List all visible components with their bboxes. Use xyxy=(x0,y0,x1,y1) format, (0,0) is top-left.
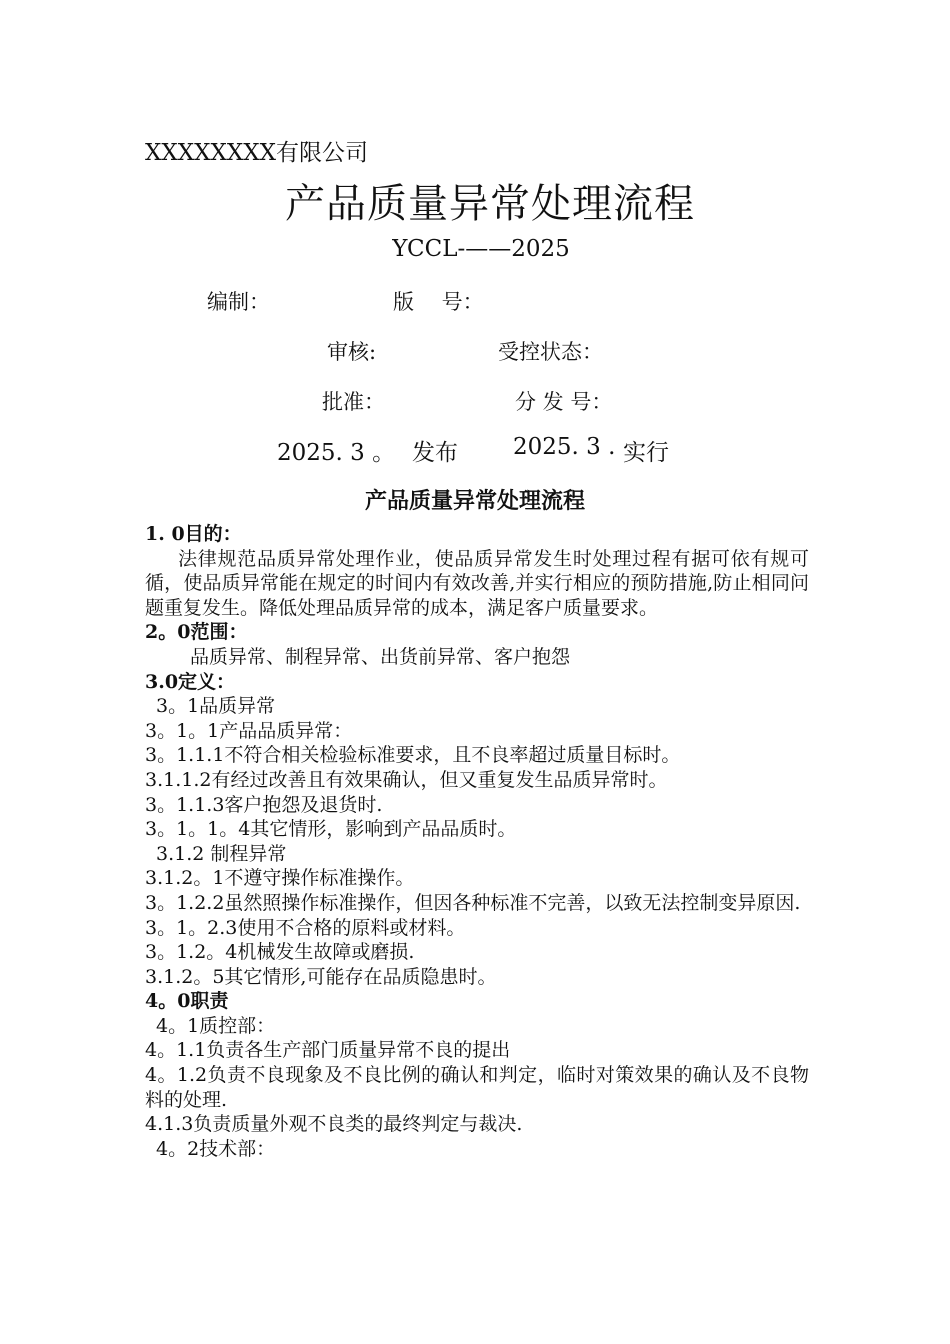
list-item: 4.1.3负责质量外观不良类的最终判定与裁决. xyxy=(145,1113,523,1136)
heading-responsibilities: 4。0职责 xyxy=(145,990,229,1013)
distribution-number-label: 分 发 号： xyxy=(515,390,613,414)
document-code: YCCL-——2025 xyxy=(392,236,570,262)
list-item: 3。1。2.3使用不合格的原料或材料。 xyxy=(145,916,466,939)
reviewed-by-label: 审核: xyxy=(327,340,377,364)
list-item: 3.1.2。5其它情形,可能存在品质隐患时。 xyxy=(145,965,497,988)
compiled-by-label: 编制： xyxy=(207,290,270,314)
list-item: 3。1。1。4其它情形，影响到产品品质时。 xyxy=(145,818,517,841)
effective-label: 实行 xyxy=(623,440,669,466)
list-item: 3。1.2。4机械发生故障或磨损. xyxy=(145,941,415,964)
subheading-quality-abnormal: 3。1品质异常 xyxy=(156,695,276,718)
paragraph-scope: 品质异常、制程异常、出货前异常、客户抱怨 xyxy=(190,645,571,668)
heading-definitions: 3.0定义： xyxy=(145,670,236,693)
list-item: 4。1.1负责各生产部门质量异常不良的提出 xyxy=(145,1039,511,1062)
paragraph-purpose: 法律规范品质异常处理作业，使品质异常发生时处理过程有据可依有规可循，使品质异常能在规定的时间内有效改善,并实行相应的预防措施,防止相同问题重复发生。降低处理品质异常的成本，满足客户质量要求。 xyxy=(145,547,809,619)
control-status-label: 受控状态： xyxy=(498,340,603,364)
issue-label: 发布 xyxy=(412,440,458,466)
list-item: 3。1.1.1不符合相关检验标准要求，且不良率超过质量目标时。 xyxy=(145,744,681,767)
issue-date: 2025. 3 。 xyxy=(277,440,396,466)
subheading-process-abnormal: 3.1.2 制程异常 xyxy=(156,842,287,865)
list-item: 3。1.1.3客户抱怨及退货时. xyxy=(145,793,383,816)
heading-scope: 2。0范围： xyxy=(145,621,248,644)
list-item: 3.1.1.2有经过改善且有效果确认，但又重复发生品质异常时。 xyxy=(145,768,668,791)
effective-date: 2025. 3 . xyxy=(513,434,616,460)
heading-purpose: 1. 0目的： xyxy=(145,523,242,545)
document-title: 产品质量异常处理流程 xyxy=(285,181,695,227)
list-item: 3。1。1产品品质异常： xyxy=(145,719,353,742)
version-label: 版 号： xyxy=(393,290,484,314)
company-name: XXXXXXXX有限公司 xyxy=(145,140,368,166)
subheading-quality-control-dept: 4。1质控部： xyxy=(156,1014,276,1037)
list-item: 4。1.2负责不良现象及不良比例的确认和判定，临时对策效果的确认及不良物料的处理. xyxy=(145,1064,809,1111)
section-title: 产品质量异常处理流程 xyxy=(364,488,585,514)
subheading-technical-dept: 4。2技术部： xyxy=(156,1137,276,1160)
document-body xyxy=(145,522,809,1161)
list-item: 3.1.2。1不遵守操作标准操作。 xyxy=(145,867,415,890)
approved-by-label: 批准： xyxy=(322,390,385,414)
list-item: 3。1.2.2虽然照操作标准操作，但因各种标准不完善，以致无法控制变异原因. xyxy=(145,891,801,914)
